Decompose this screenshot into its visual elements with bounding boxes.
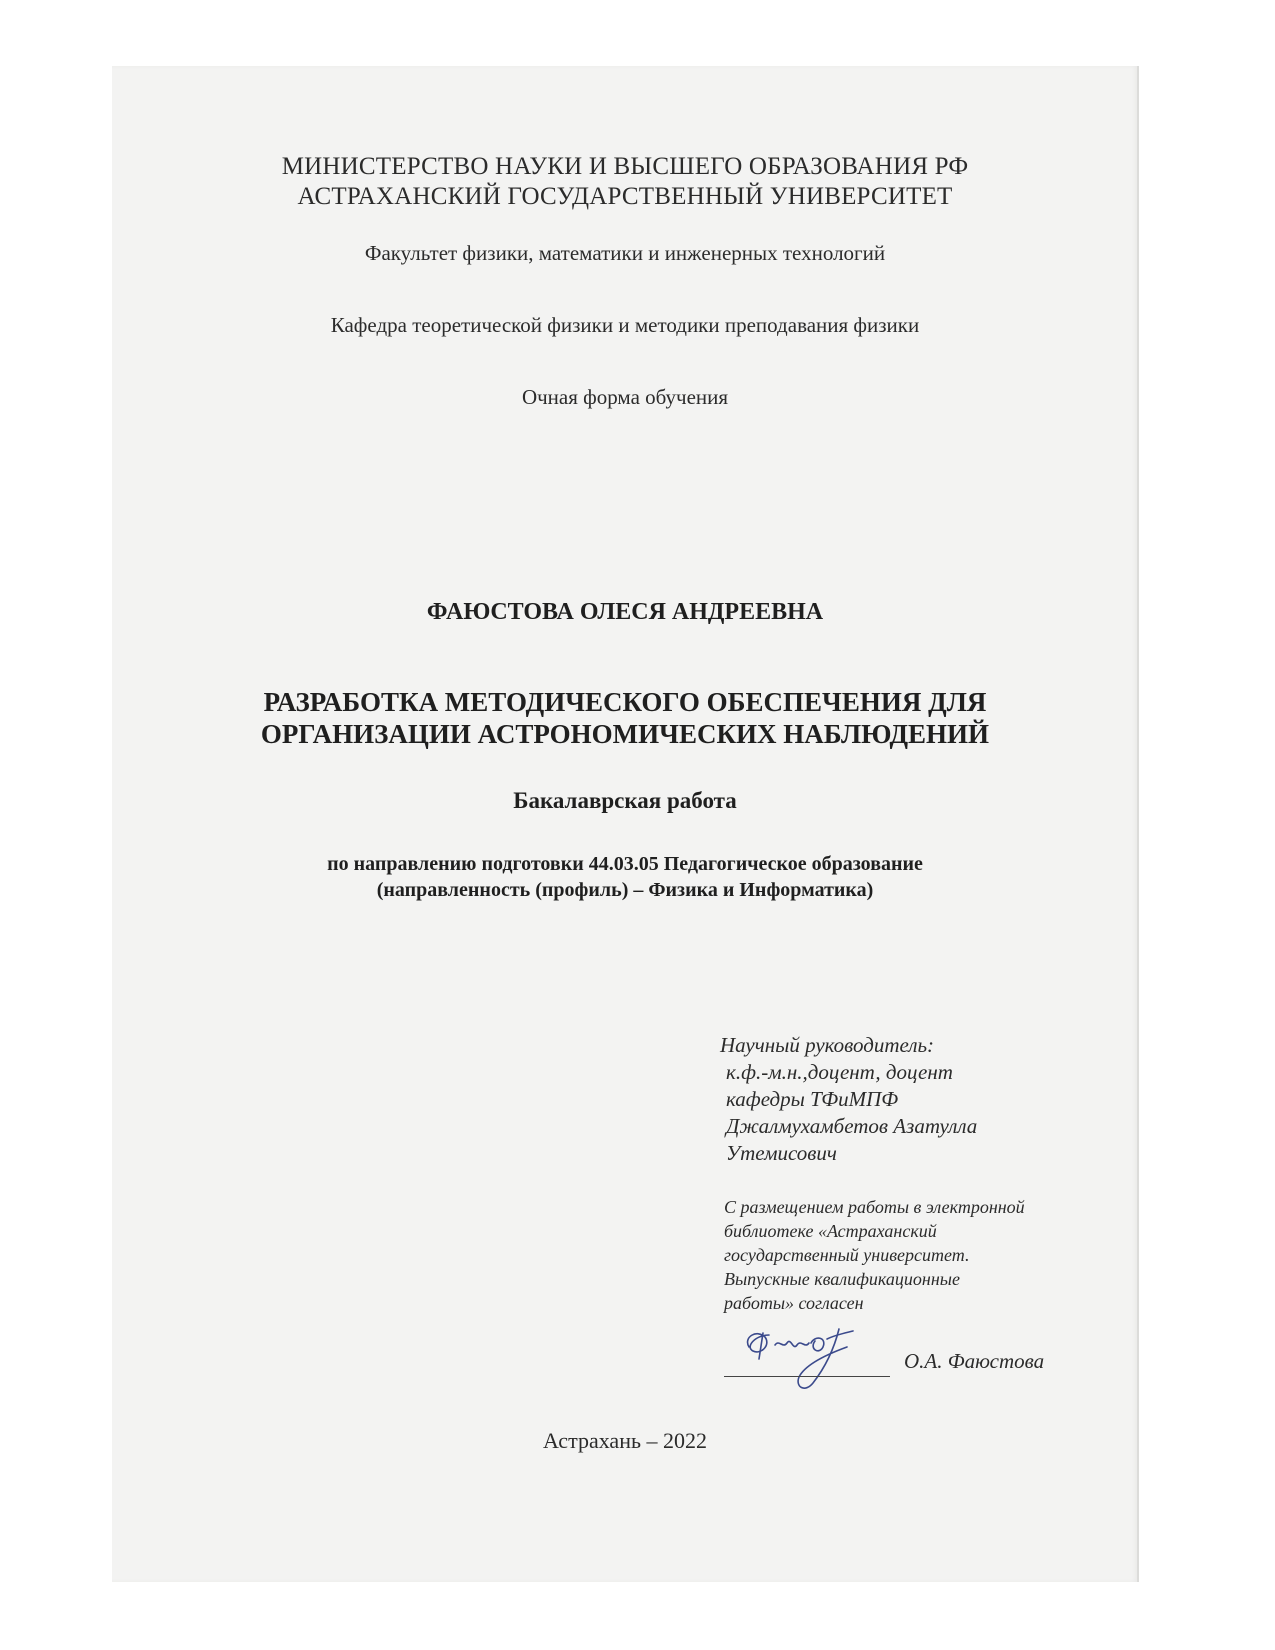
paper-edge — [1137, 66, 1139, 1582]
department-name: Кафедра теоретической физики и методики преподавания физики — [330, 313, 920, 337]
consent-line: С размещением работы в электронной — [724, 1197, 1025, 1217]
city-year: Астрахань – 2022 — [542, 1428, 708, 1453]
study-form: Очная форма обучения — [521, 385, 729, 409]
advisor-heading: Научный руководитель: — [720, 1033, 935, 1057]
university-name: АСТРАХАНСКИЙ ГОСУДАРСТВЕННЫЙ УНИВЕРСИТЕТ — [297, 183, 953, 210]
advisor-patronymic: Утемисович — [726, 1141, 837, 1165]
thesis-title — [112, 686, 1138, 750]
advisor-department: кафедры ТФиМПФ — [726, 1087, 899, 1111]
study-direction-line-2: (направленность (профиль) – Физика и Информатика) — [376, 879, 874, 901]
author-name: ФАЮСТОВА ОЛЕСЯ АНДРЕЕВНА — [426, 599, 824, 625]
signature-line — [724, 1376, 890, 1377]
consent-line: работы» согласен — [724, 1293, 864, 1313]
consent-line: Выпускные квалификационные — [724, 1269, 960, 1289]
thesis-title-line-1: РАЗРАБОТКА МЕТОДИЧЕСКОГО ОБЕСПЕЧЕНИЯ ДЛЯ — [263, 687, 987, 717]
consent-line: библиотеке «Астраханский — [724, 1221, 937, 1241]
advisor-degree: к.ф.-м.н.,доцент, доцент — [726, 1060, 953, 1084]
consent-line: государственный университет. — [724, 1245, 970, 1265]
institution-header — [112, 152, 1138, 212]
handwritten-signature — [735, 1325, 885, 1405]
study-direction-line-1: по направлению подготовки 44.03.05 Педагогическое образование — [327, 853, 923, 875]
library-consent — [724, 1195, 1025, 1315]
faculty-name: Факультет физики, математики и инженерных технологий — [364, 241, 886, 265]
work-type: Бакалаврская работа — [513, 788, 737, 813]
thesis-title-line-2: ОРГАНИЗАЦИИ АСТРОНОМИЧЕСКИХ НАБЛЮДЕНИЙ — [260, 719, 990, 749]
signer-name: О.А. Фаюстова — [904, 1349, 1045, 1373]
ministry-name: МИНИСТЕРСТВО НАУКИ И ВЫСШЕГО ОБРАЗОВАНИЯ РФ — [281, 153, 969, 180]
study-direction — [112, 851, 1138, 903]
advisor-name: Джалмухамбетов Азатулла — [726, 1114, 978, 1138]
advisor-block — [720, 1032, 977, 1167]
